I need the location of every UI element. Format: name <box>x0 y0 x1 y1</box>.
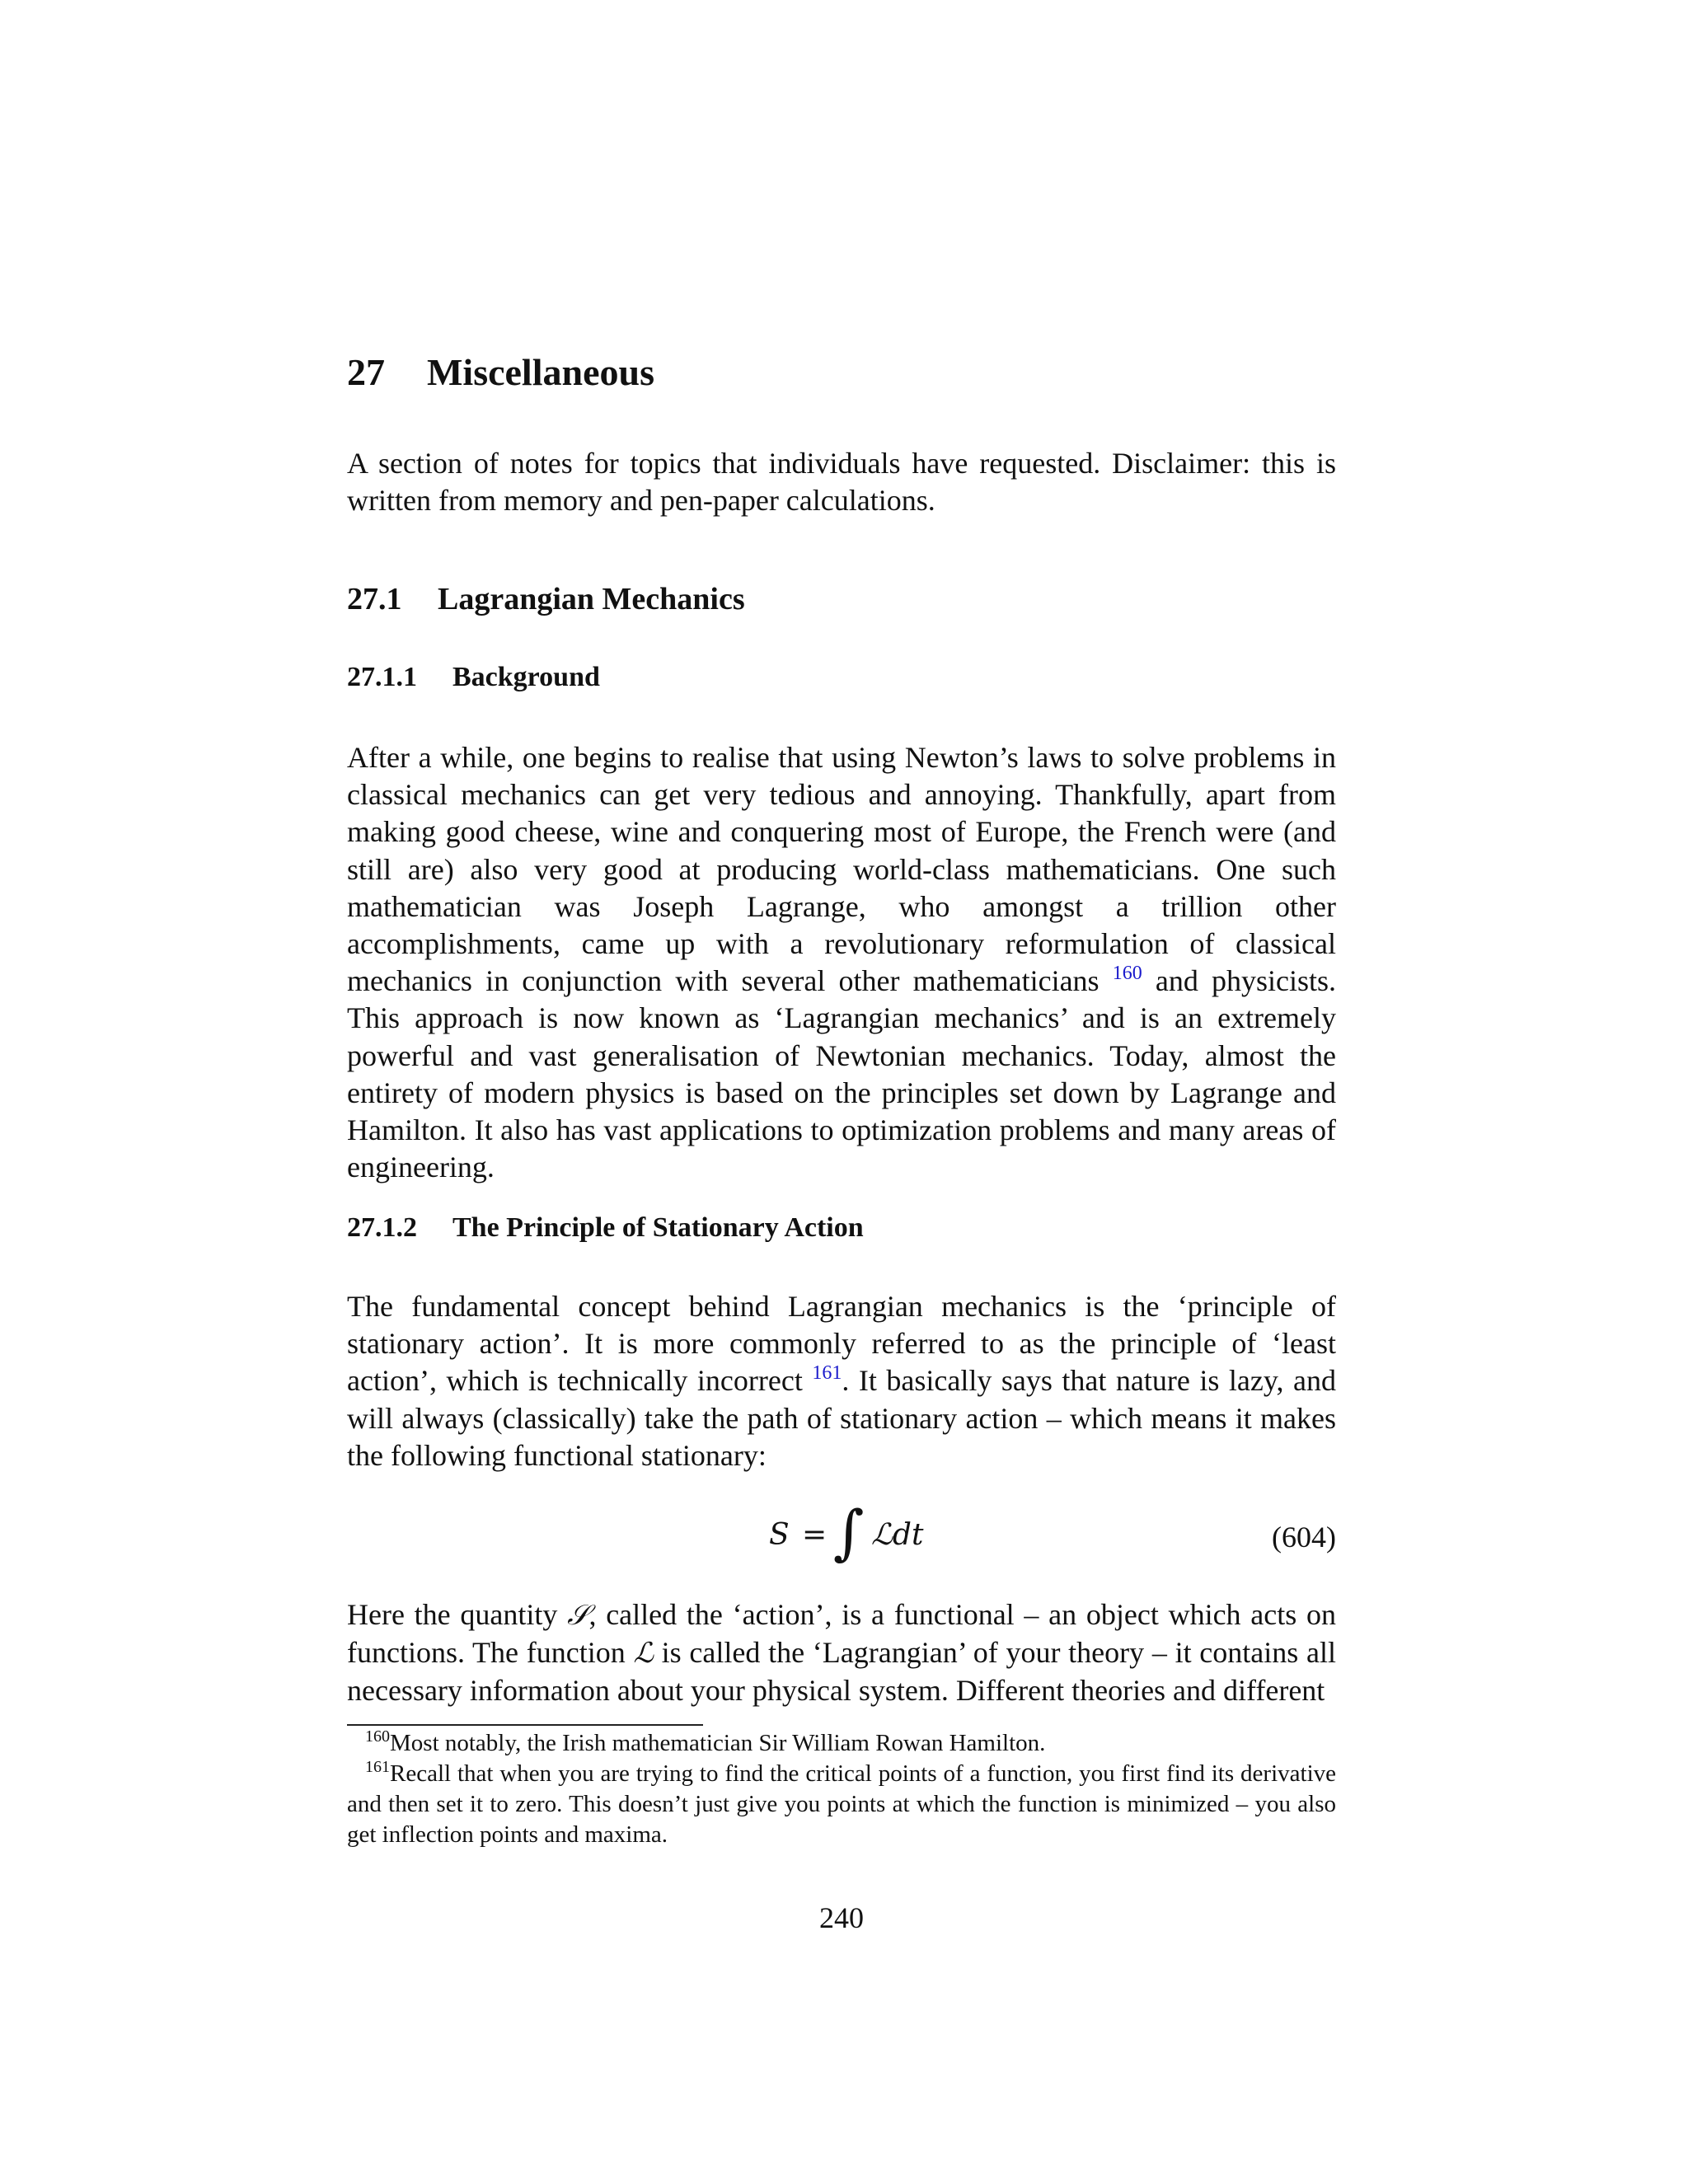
page-number: 240 <box>819 1901 864 1934</box>
footnote-rule <box>347 1724 703 1726</box>
section-title: Miscellaneous <box>427 351 654 393</box>
equation-lhs: S <box>769 1518 790 1552</box>
subsubsection-heading-background <box>347 662 600 693</box>
equation-604 <box>347 1497 1336 1574</box>
after-equation-paragraph <box>347 1596 1336 1710</box>
footnotes <box>347 1728 1336 1850</box>
footnote-mark: 160 <box>365 1727 390 1746</box>
subsection-heading <box>347 581 745 617</box>
footnote-mark: 161 <box>365 1758 390 1776</box>
stationary-action-text-2: . It basically says that nature is lazy, and will always (classically) take the path of stationary action – which means it makes the following functional stationary: <box>347 1364 1336 1472</box>
background-text-2: and physicists. This approach is now known as ‘Lagrangian mechanics’ and is an extremely powerful and vast generalisation of Newtonian mechanics. Today, almost the entirety of modern physics is based on the principles set down by Lagrange and Hamilton. It also has vast applications to optimization problems and many areas of engineering. <box>347 964 1336 1184</box>
equation-number: (604) <box>1272 1521 1336 1554</box>
subsection-number: 27.1 <box>347 582 402 616</box>
equation-equals: = <box>802 1518 828 1552</box>
after-eq-text-3: is called the ‘Lagrangian’ of your theory – it contains all necessary information about your physical system. Different theories and different <box>347 1636 1336 1708</box>
section-number: 27 <box>347 351 385 393</box>
subsection-title: Lagrangian Mechanics <box>438 582 745 616</box>
subsubsection-title: Background <box>452 662 600 692</box>
after-eq-text-1: Here the quantity <box>347 1598 568 1631</box>
section-heading <box>347 350 654 394</box>
intro-paragraph: A section of notes for topics that individuals have requested. Disclaimer: this is written from memory and pen-paper calculations. <box>347 447 1336 518</box>
equation-integrand: ℒdt <box>871 1518 924 1552</box>
footnote-text: Most notably, the Irish mathematician Sir William Rowan Hamilton. <box>390 1730 1046 1756</box>
footnote-text: Recall that when you are trying to find the critical points of a function, you first find its derivative and then set it to zero. This doesn’t just give you points at which the function is minimized – you also get inflection points and maxima. <box>347 1760 1336 1848</box>
footnote-ref-160[interactable]: 160 <box>1112 963 1142 985</box>
footnote-160 <box>347 1728 1336 1759</box>
action-symbol: 𝒮 <box>567 1599 589 1632</box>
background-paragraph <box>347 739 1336 1186</box>
subsubsection-number: 27.1.1 <box>347 662 417 692</box>
subsubsection-heading-stationary-action <box>347 1212 864 1244</box>
subsubsection-number: 27.1.2 <box>347 1212 417 1243</box>
footnote-161 <box>347 1759 1336 1850</box>
subsubsection-title: The Principle of Stationary Action <box>452 1212 864 1243</box>
background-text-1: After a while, one begins to realise that using Newton’s laws to solve problems in classical mechanics can get very tedious and annoying. Thankfully, apart from making good cheese, wine and conquering most of Europe, the French were (and still are) also very good at producing world-class mathematicians. One such mathematician was Joseph Lagrange, who amongst a trillion other accomplishments, came up with a revolutionary reformulation of classical mechanics in conjunction with several other mathematicians <box>347 741 1336 998</box>
after-eq-text-2: , called the ‘action’, is a functional – an object which acts on functions. The function <box>347 1598 1336 1670</box>
stationary-action-paragraph <box>347 1288 1336 1474</box>
document-page <box>347 0 1336 2184</box>
footnote-ref-161[interactable]: 161 <box>812 1362 842 1385</box>
stationary-action-text-1: The fundamental concept behind Lagrangian mechanics is the ‘principle of stationary action’. It is more commonly referred to as the principle of ‘least action’, which is technically incorrect <box>347 1290 1336 1398</box>
integral-sign: ∫ <box>833 1497 865 1567</box>
lagrangian-symbol: ℒ <box>633 1637 654 1671</box>
